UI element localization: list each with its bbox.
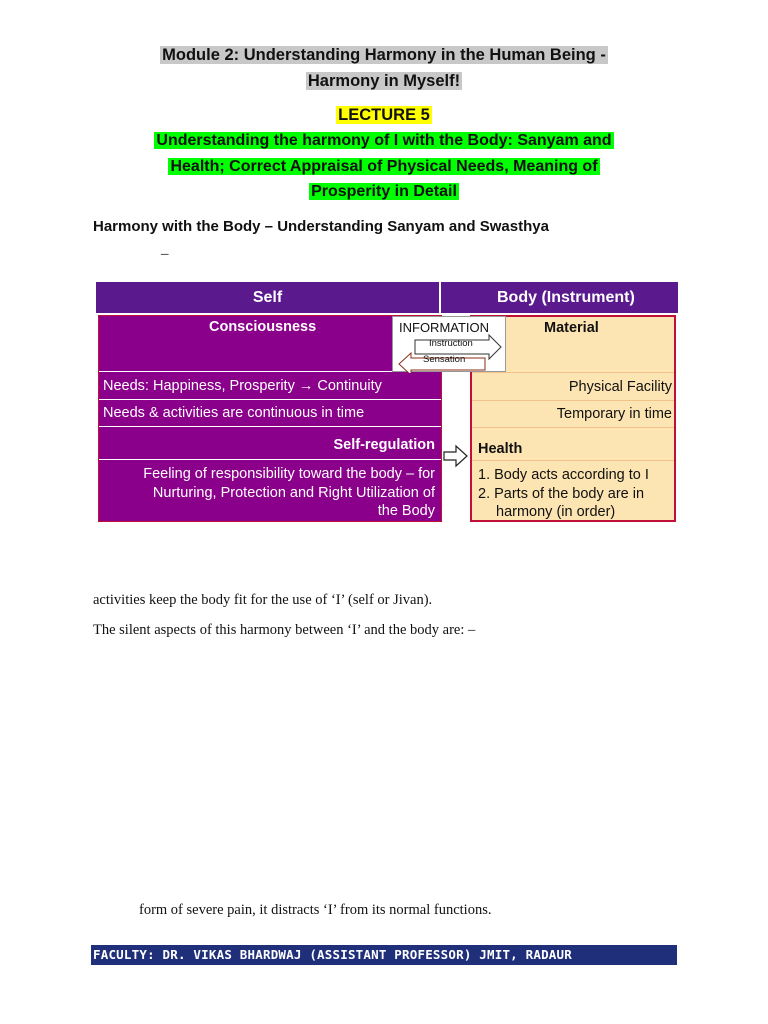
self-body-diagram [96, 282, 678, 524]
self-header: Self [96, 282, 439, 313]
lecture-title-line1: Understanding the harmony of I with the Body: Sanyam and [156, 132, 612, 149]
body-divider [472, 427, 674, 428]
instruction-label: Instruction [429, 338, 473, 349]
body-divider [472, 460, 674, 461]
health-points [478, 466, 649, 522]
information-box [392, 316, 506, 372]
self-divider [99, 426, 441, 427]
paragraph-1: activities keep the body fit for the use of ‘I’ (self or Jivan). [93, 592, 433, 608]
material-label: Material [544, 320, 599, 336]
self-box [98, 315, 442, 522]
module-title-line1: Module 2: Understanding Harmony in the Human Being - [162, 46, 606, 64]
feeling-line: Feeling of responsibility toward the body – for [143, 466, 435, 482]
feeling-line: the Body [377, 503, 435, 519]
lecture-label: LECTURE 5 [338, 106, 430, 124]
paragraph-3: form of severe pain, it distracts ‘I’ from its normal functions. [139, 902, 492, 918]
module-title [0, 42, 768, 94]
feeling-text [143, 465, 435, 521]
arrow-right-icon [443, 444, 469, 468]
needs-text: Needs: Happiness, Prosperity → Continuity [103, 378, 382, 394]
physical-facility-text: Physical Facility [568, 379, 672, 395]
module-title-line2: Harmony in Myself! [307, 72, 461, 90]
health-label: Health [478, 441, 523, 457]
sensation-label: Sensation [423, 354, 466, 365]
dash-text: – [161, 246, 169, 262]
self-divider [99, 371, 441, 372]
health-point: 1. Body acts according to I [478, 467, 649, 483]
activities-text: Needs & activities are continuous in time [103, 405, 365, 421]
self-divider [99, 399, 441, 400]
body-divider [472, 400, 674, 401]
feeling-line: Nurturing, Protection and Right Utilization of [152, 484, 435, 501]
section-heading: Harmony with the Body – Understanding Sanyam and Swasthya [93, 218, 549, 235]
lecture-title [0, 128, 768, 205]
temporary-text: Temporary in time [556, 406, 672, 422]
paragraph-2: The silent aspects of this harmony between ‘I’ and the body are: – [93, 622, 476, 638]
lecture-label-wrap [0, 106, 768, 125]
information-label: INFORMATION [399, 320, 490, 335]
self-divider [99, 459, 441, 460]
lecture-title-line2: Health; Correct Appraisal of Physical Needs, Meaning of [170, 157, 598, 175]
health-point: 2. Parts of the body are in [478, 485, 645, 502]
self-regulation-label: Self-regulation [333, 437, 435, 453]
faculty-footer: FACULTY: DR. VIKAS BHARDWAJ (ASSISTANT PROFESSOR) JMIT, RADAUR [91, 945, 677, 965]
body-header: Body (Instrument) [441, 282, 678, 313]
lecture-title-line3: Prosperity in Detail [311, 183, 457, 200]
health-point: harmony (in order) [496, 504, 616, 520]
consciousness-label: Consciousness [209, 319, 317, 335]
